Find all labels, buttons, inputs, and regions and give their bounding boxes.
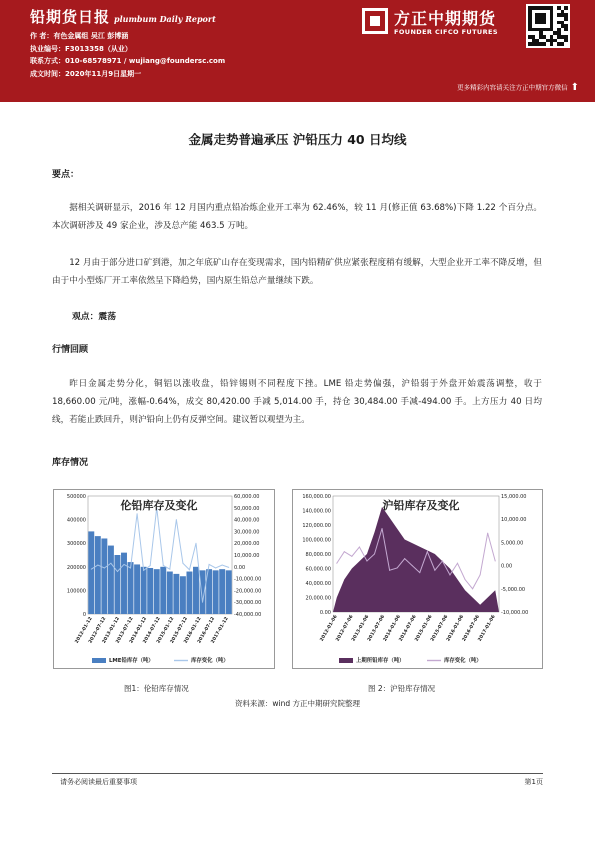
inventory-bar <box>160 567 166 614</box>
contact-value[interactable]: 010-68578971 / wujiang@foundersc.com <box>65 57 226 65</box>
y-right-tick-label: 0.00 <box>501 563 513 570</box>
date-value: 2020年11月9日星期一 <box>65 69 142 78</box>
lme-inventory-chart <box>53 489 275 669</box>
y-right-tick-label: -10,000.00 <box>501 610 529 616</box>
view-statement: 观点：震荡 <box>72 312 116 322</box>
company-logo <box>362 6 512 46</box>
date-line <box>30 68 225 81</box>
inventory-bar <box>114 555 120 614</box>
figure-2-caption: 图 2：沪铅库存情况 <box>368 684 436 693</box>
inventory-bar <box>108 546 114 614</box>
report-title-en: plumbum Daily Report <box>114 14 216 24</box>
chart-title: 沪铅库存及变化 <box>382 499 460 512</box>
figure-1-caption: 图1：伦铅库存情况 <box>124 684 189 693</box>
change-point <box>143 570 144 571</box>
x-tick-label: 2014-01-06 <box>382 614 402 643</box>
change-point <box>359 547 360 548</box>
inventory-bar <box>101 538 107 614</box>
paragraph-operating-rate: 据相关调研显示，2016 年 12 月国内重点铅冶炼企业开工率为 62.46%，较 11 月(修正值 63.68%)下降 1.22 个百分点。本次调研涉及 49 家企业，涉及总产能 463.5 万吨。 <box>52 203 542 231</box>
change-point <box>351 556 352 557</box>
change-point <box>163 565 164 566</box>
legend-swatch-inventory <box>92 658 106 663</box>
y-left-tick-label: 160,000.00 <box>302 494 331 500</box>
inventory-bar <box>134 564 140 614</box>
change-point <box>150 565 151 566</box>
legend-label-inventory: 上期所铅库存（吨） <box>356 658 405 664</box>
logo-name-en: FOUNDER CIFCO FUTURES <box>394 28 498 36</box>
x-tick-label: 2013-01-06 <box>351 614 371 643</box>
footer-disclaimer[interactable]: 请务必阅读最后重要事项 <box>60 778 137 786</box>
contact-label: 联系方式： <box>30 57 65 65</box>
x-tick-label: 2015-01-12 <box>156 616 176 645</box>
change-point <box>366 560 367 561</box>
x-tick-label: 2013-01-12 <box>101 616 121 645</box>
x-tick-label: 2016-01-12 <box>183 616 203 645</box>
change-point <box>412 565 413 566</box>
change-point <box>110 563 111 564</box>
change-point <box>336 563 337 564</box>
y-left-tick-label: 40,000.00 <box>305 581 331 587</box>
paragraph-market-review: 昨日金属走势分化，铜铝以涨收盘，铅锌锡则不同程度下挫。LME 铅走势偏强，沪铅弱于外盘开始震荡调整，收于 18,660.00 元/吨，涨幅-0.64%，成交 80,420.00 手减 5,014.00 手，持仓 30,484.00 手减-494.00 手。上方压力 40 日均线，若能止跌回升，则沪铅向上仍有反弹空间。建议暂以观望为主。 <box>52 379 542 425</box>
change-point <box>374 554 375 555</box>
report-meta <box>30 30 225 80</box>
change-point <box>449 574 450 575</box>
y-right-tick-label: 10,000.00 <box>234 553 260 559</box>
y-right-tick-label: 40,000.00 <box>234 517 260 524</box>
license-value: F3013358（从业） <box>65 44 132 53</box>
y-left-tick-label: 20,000.00 <box>305 595 331 602</box>
page-number: 第1页 <box>524 778 543 786</box>
y-right-tick-label: -10,000.00 <box>234 576 262 583</box>
change-point <box>215 567 216 568</box>
y-right-tick-label: -30,000.00 <box>234 600 262 607</box>
inventory-bar <box>186 572 192 614</box>
legend-swatch-inventory <box>339 658 353 663</box>
x-tick-label: 2015-07-12 <box>169 616 189 645</box>
y-right-tick-label: -40,000.00 <box>234 612 262 618</box>
change-point <box>169 569 170 570</box>
change-point <box>457 563 458 564</box>
legend-label-inventory: LME铅库存（吨） <box>109 658 154 664</box>
change-point <box>228 567 229 568</box>
inventory-bar <box>88 531 94 614</box>
change-point <box>222 565 223 566</box>
inventory-bar <box>219 569 225 614</box>
y-left-tick-label: 500000 <box>66 494 86 500</box>
license-line <box>30 43 225 56</box>
change-point <box>480 574 481 575</box>
y-left-tick-label: 80,000.00 <box>305 552 331 558</box>
y-right-tick-label: 50,000.00 <box>234 505 260 512</box>
x-tick-label: 2017-01-12 <box>210 616 230 645</box>
arrow-up-icon: ⬆ <box>570 82 579 93</box>
x-tick-label: 2014-07-12 <box>142 616 162 645</box>
date-label: 成文时间： <box>30 69 65 78</box>
change-point <box>130 567 131 568</box>
follow-text: 更多精彩内容请关注方正中期官方微信 <box>457 83 568 92</box>
change-point <box>434 570 435 571</box>
x-tick-label: 2017-01-06 <box>477 614 497 643</box>
change-point <box>91 569 92 570</box>
change-point <box>472 588 473 589</box>
y-left-tick-label: 140,000.00 <box>302 508 331 515</box>
inventory-bar <box>95 536 101 614</box>
x-tick-label: 2014-01-12 <box>129 616 149 645</box>
inventory-bar <box>121 553 127 614</box>
change-point <box>397 567 398 568</box>
contact-line <box>30 55 225 68</box>
footer-divider <box>52 773 543 774</box>
y-right-tick-label: 0.00 <box>234 564 246 571</box>
key-points-heading: 要点： <box>52 170 80 180</box>
x-tick-label: 2013-07-12 <box>115 616 135 645</box>
change-point <box>117 571 118 572</box>
data-source: 资料来源：wind 方正中期研究院整理 <box>234 699 361 708</box>
change-point <box>196 543 197 544</box>
change-point <box>419 572 420 573</box>
authors-value: 有色金属组 吴江 彭博涵 <box>53 32 129 40</box>
x-tick-label: 2012-07-06 <box>335 614 355 643</box>
x-tick-label: 2016-07-06 <box>461 614 481 643</box>
change-point <box>189 569 190 570</box>
y-left-tick-label: 100,000.00 <box>302 537 331 544</box>
y-right-tick-label: 5,000.00 <box>501 540 524 547</box>
y-left-tick-label: 0.00 <box>319 610 331 616</box>
report-title-cn: 铅期货日报 <box>30 8 111 26</box>
x-tick-label: 2014-07-06 <box>398 614 418 643</box>
shfe-chart-svg <box>293 490 542 668</box>
change-point <box>344 551 345 552</box>
change-point <box>427 551 428 552</box>
change-point <box>182 563 183 564</box>
qr-code-icon <box>526 4 570 48</box>
inventory-bar <box>167 572 173 614</box>
y-right-tick-label: -5,000.00 <box>501 586 526 593</box>
change-point <box>124 564 125 565</box>
change-point <box>202 602 203 603</box>
change-point <box>487 533 488 534</box>
authors-label: 作 者： <box>30 32 54 40</box>
change-point <box>209 564 210 565</box>
document-title: 金属走势普遍承压 沪铅压力 40 日均线 <box>188 132 407 147</box>
inventory-bar <box>128 562 134 614</box>
x-tick-label: 2016-07-12 <box>197 616 217 645</box>
y-right-tick-label: -20,000.00 <box>234 588 262 595</box>
y-right-tick-label: 30,000.00 <box>234 529 260 536</box>
authors-line <box>30 30 225 43</box>
y-right-tick-label: 10,000.00 <box>501 517 527 524</box>
x-tick-label: 2015-07-06 <box>430 614 450 643</box>
market-review-heading: 行情回顾 <box>52 345 89 355</box>
y-right-tick-label: 20,000.00 <box>234 541 260 548</box>
inventory-bar <box>141 567 147 614</box>
y-left-tick-label: 400000 <box>66 517 86 524</box>
change-point <box>389 570 390 571</box>
change-point <box>137 513 138 514</box>
x-tick-label: 2015-01-06 <box>414 614 434 643</box>
chart-title: 伦铅库存及变化 <box>120 499 198 512</box>
y-left-tick-label: 100000 <box>66 588 86 595</box>
x-tick-label: 2012-01-06 <box>319 614 339 643</box>
change-point <box>495 560 496 561</box>
y-right-tick-label: 15,000.00 <box>501 494 527 500</box>
change-point <box>97 565 98 566</box>
inventory-bar <box>226 570 232 614</box>
license-label: 执业编号： <box>30 44 65 53</box>
y-right-tick-label: 60,000.00 <box>234 494 260 500</box>
change-point <box>404 558 405 559</box>
shfe-inventory-chart <box>292 489 543 669</box>
change-point <box>465 579 466 580</box>
report-title <box>30 6 216 27</box>
inventory-bar <box>173 574 179 614</box>
x-tick-label: 2012-07-12 <box>88 616 108 645</box>
change-point <box>382 528 383 529</box>
report-header <box>0 0 595 102</box>
x-tick-label: 2016-01-06 <box>446 614 466 643</box>
inventory-bar <box>193 567 199 614</box>
y-left-tick-label: 300000 <box>66 541 86 548</box>
y-left-tick-label: 60,000.00 <box>305 566 331 573</box>
logo-mark-icon <box>362 8 388 34</box>
inventory-heading: 库存情况 <box>52 458 89 468</box>
follow-wechat <box>457 82 579 93</box>
inventory-bar <box>154 569 160 614</box>
paragraph-supply: 12 月由于部分进口矿到港，加之年底矿山存在变现需求，国内铅精矿供应紧张程度稍有缓解，大型企业开工率不降反增，但由于中小型炼厂开工率依然呈下降趋势，国内原生铅总产量继续下跌。 <box>52 258 542 286</box>
y-left-tick-label: 0 <box>82 612 86 618</box>
change-point <box>176 519 177 520</box>
legend-label-change: 库存变化（吨） <box>444 658 482 664</box>
lme-chart-svg <box>54 490 274 668</box>
legend-label-change: 库存变化（吨） <box>191 658 229 664</box>
x-tick-label: 2012-01-12 <box>74 616 94 645</box>
change-point <box>442 560 443 561</box>
change-point <box>104 567 105 568</box>
y-left-tick-label: 200000 <box>66 564 86 571</box>
inventory-bar <box>180 576 186 614</box>
logo-name-cn: 方正中期期货 <box>394 9 497 28</box>
inventory-bar <box>213 570 219 614</box>
x-tick-label: 2013-07-06 <box>367 614 387 643</box>
inventory-bar <box>147 568 153 614</box>
y-left-tick-label: 120,000.00 <box>302 523 331 529</box>
